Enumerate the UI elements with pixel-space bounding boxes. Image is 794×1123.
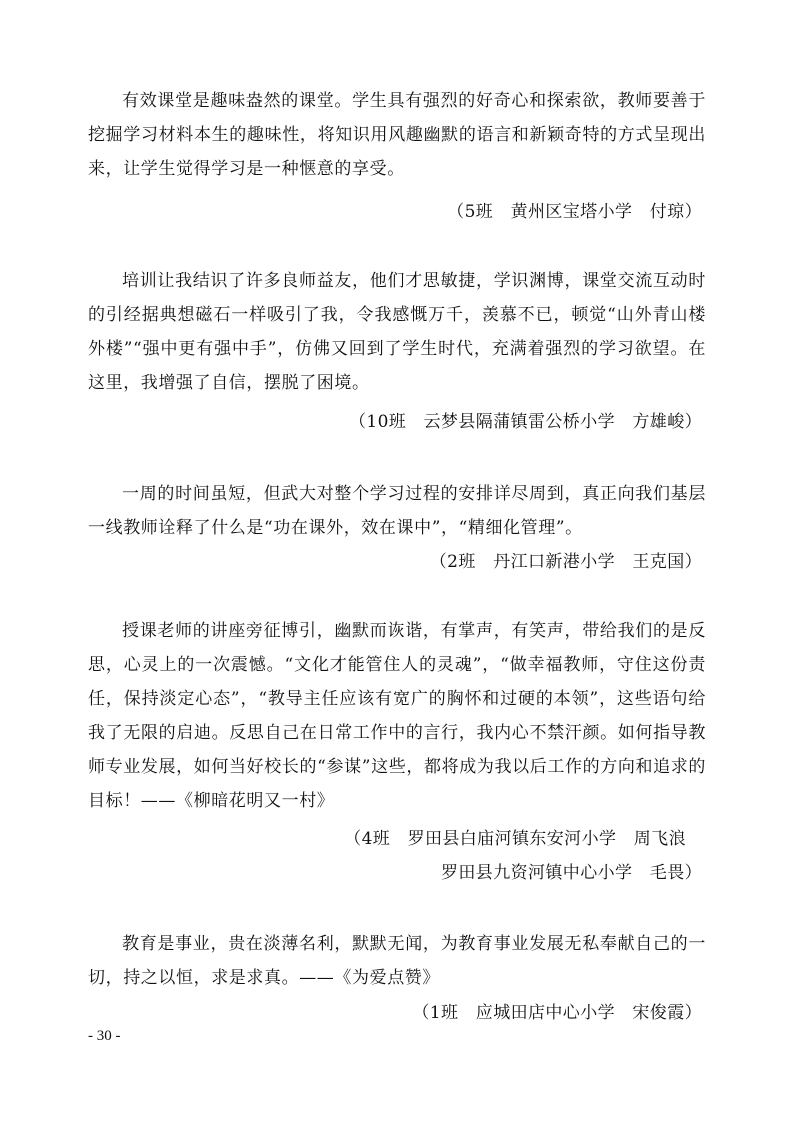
attribution-3: （2班 丹江口新港小学 王克国） — [429, 552, 702, 572]
reflection-paragraph-4: 授课老师的讲座旁征博引，幽默而诙谐，有掌声，有笑声，带给我们的是反思，心灵上的一次震憾。“文化才能管住人的灵魂”，“做幸福教师，守住这份责任，保持淡定心态”，“教导主任应该有宽广的胸怀和过硬的本领”，这些语句给我了无限的启迪。反思自己在日常工作中的言行，我内心不禁汗颜。如何指导教师专业发展，如何当好校长的“参谋”这些，都将成为我以后工作的方向和追求的目标！——《柳暗花明又一村》 — [88, 621, 706, 811]
attribution-2: （10班 云梦县隔蒲镇雷公桥小学 方雄峻） — [348, 412, 702, 432]
attribution-4 — [344, 822, 702, 890]
reflection-paragraph-1: 有效课堂是趣味盎然的课堂。学生具有强烈的好奇心和探索欲，教师要善于挖掘学习材料本生的趣味性，将知识用风趣幽默的语言和新颖奇特的方式呈现出来，让学生觉得学习是一种惬意的享受。 — [88, 91, 706, 179]
attribution-5: （1班 应城田店中心小学 宋俊霞） — [412, 1003, 702, 1023]
reflection-paragraph-2: 培训让我结识了许多良师益友，他们才思敏捷，学识渊博，课堂交流互动时的引经据典想磁石一样吸引了我，令我感慨万千，羡慕不已，顿觉“山外青山楼外楼”“强中更有强中手”，仿佛又回到了学生时代，充满着强烈的学习欲望。在这里，我增强了自信，摆脱了困境。 — [88, 271, 706, 393]
attribution-4-line-2: 罗田县九资河镇中心小学 毛畏） — [441, 863, 702, 883]
attribution-4-line-1: （4班 罗田县白庙河镇东安河小学 周飞浪 — [344, 829, 686, 849]
page-number: - 30 - — [88, 1028, 121, 1044]
attribution-1: （5班 黄州区宝塔小学 付琼） — [447, 202, 702, 222]
reflection-paragraph-3: 一周的时间虽短，但武大对整个学习过程的安排详尽周到，真正向我们基层一线教师诠释了什么是“功在课外，效在课中”，“精细化管理”。 — [88, 484, 706, 538]
reflection-paragraph-5: 教育是事业，贵在淡薄名利，默默无闻，为教育事业发展无私奉献自己的一切，持之以恒，求是求真。——《为爱点赞》 — [88, 934, 706, 988]
